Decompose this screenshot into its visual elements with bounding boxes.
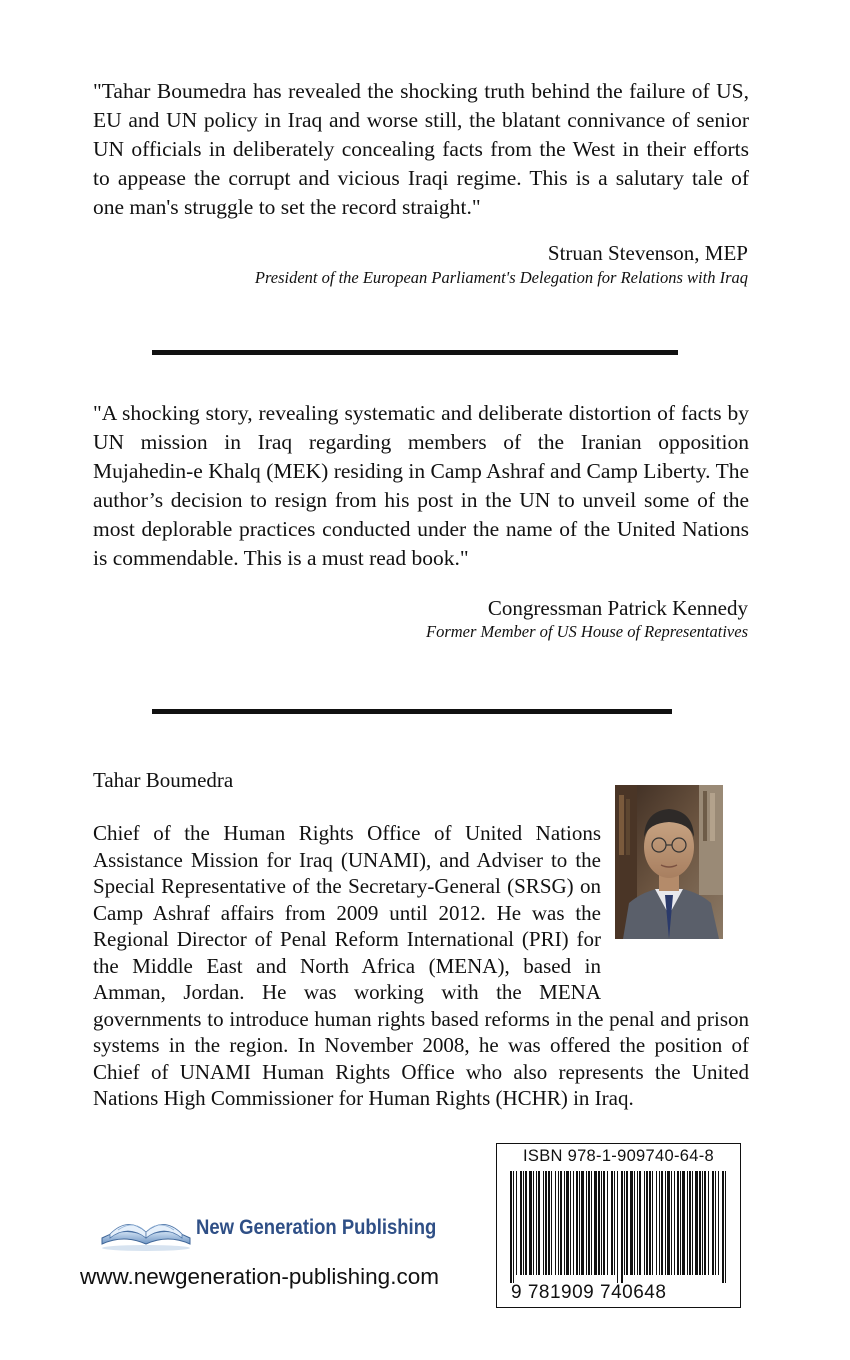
reviewer-name-1: Struan Stevenson, MEP	[547, 241, 748, 265]
barcode-bars	[510, 1171, 728, 1283]
publisher-name: New Generation Publishing	[196, 1216, 437, 1239]
author-photo	[615, 785, 723, 939]
author-portrait-image	[615, 785, 723, 939]
review-quote-2: "A shocking story, revealing systematic and deliberate distortion of facts by UN mission in Iraq regarding members of the Iranian opposition Mujahedin-e Khalq (MEK) residing in Camp Ashraf and Camp Liberty. The author’s decision to resign from his post in the UN to unveil some of the most deplorable practices conducted under the name of the United Nations is commendable. This is a must read book."	[93, 401, 749, 570]
reviewer-title-1: President of the European Parliament's Delegation for Relations with Iraq	[254, 268, 748, 287]
review-quote-1: "Tahar Boumedra has revealed the shocking truth behind the failure of US, EU and UN policy in Iraq and worse still, the blatant connivance of senior UN officials in deliberately concealing facts from the West in their efforts to appease the corrupt and vicious Iraqi regime. This is a salutary tale of one man's struggle to set the record straight."	[93, 79, 749, 219]
isbn-barcode	[496, 1143, 741, 1308]
isbn-label: ISBN 978-1-909740-64-8	[523, 1147, 714, 1165]
author-bio-text: Chief of the Human Rights Office of United Nations Assistance Mission for Iraq (UNAMI), and Adviser to the Special Representative of the Secretary-General (SRSG) on Camp Ashraf affairs from 2009 until 2012. He was the Regional Director of Penal Reform International (PRI) for the Middle East and North Africa (MENA), based in Amman, Jordan. He was working with the MENA governments to introduce human rights based reforms in the penal and prison systems in the region. In November 2008, he was offered the position of Chief of UNAMI Human Rights Office who also represents the United Nations High Commissioner for Human Rights (HCHR) in Iraq.	[93, 821, 749, 1110]
divider-rule-2	[152, 709, 672, 714]
reviewer-title-2: Former Member of US House of Representatives	[426, 622, 748, 641]
publisher-url: www.newgeneration-publishing.com	[80, 1264, 439, 1289]
reviewer-name-2: Congressman Patrick Kennedy	[487, 596, 748, 620]
author-bio-block	[93, 820, 749, 1112]
barcode-digits: 9 781909 740648	[511, 1282, 667, 1303]
divider-rule-1	[152, 350, 678, 355]
author-name: Tahar Boumedra	[93, 768, 234, 792]
open-book-icon	[98, 1208, 194, 1259]
